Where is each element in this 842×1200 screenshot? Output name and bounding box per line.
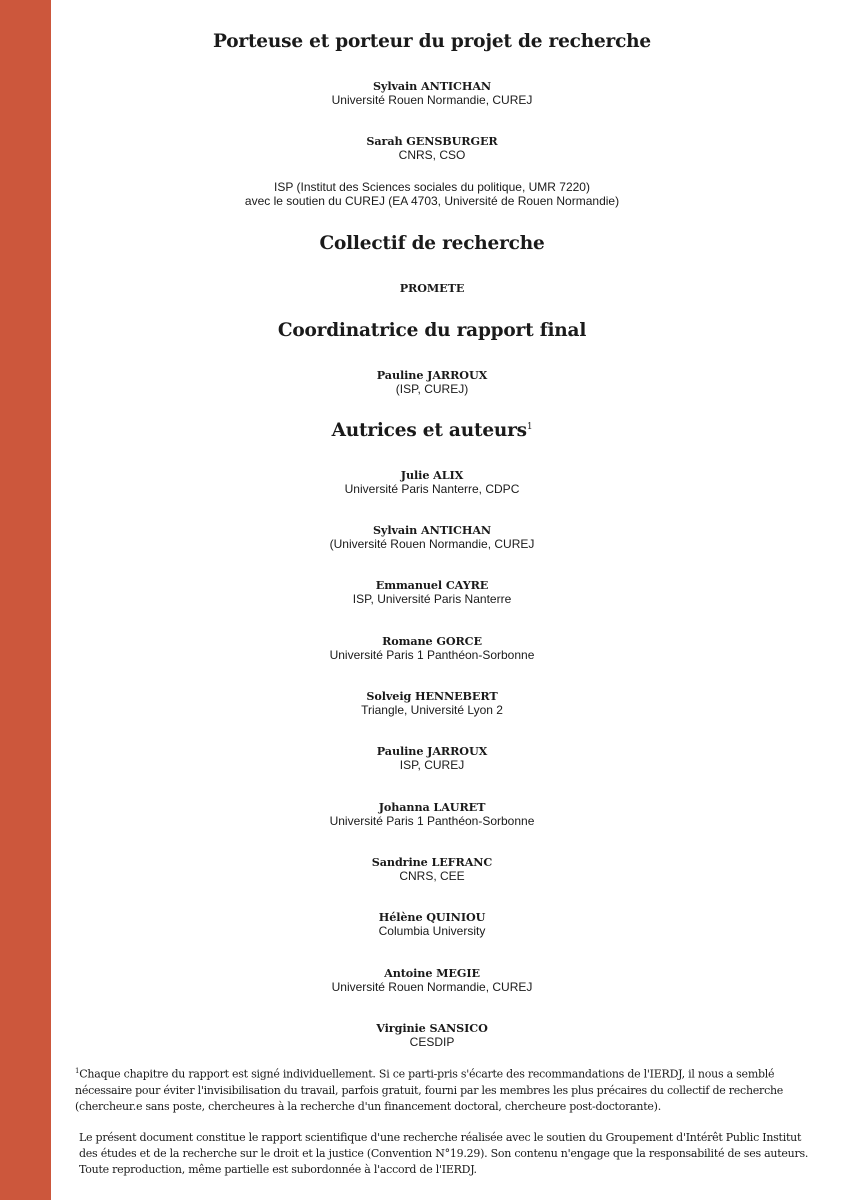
author-name: Sylvain ANTICHAN — [372, 523, 492, 537]
person-name: Sylvain ANTICHAN — [372, 79, 492, 93]
author-name: Virginie SANSICO — [376, 1021, 488, 1035]
author-affiliation: Université Paris 1 Panthéon-Sorbonne — [329, 648, 535, 662]
author-affiliation: Université Paris 1 Panthéon-Sorbonne — [329, 814, 535, 828]
author-affiliation: (Université Rouen Normandie, CUREJ — [329, 537, 535, 551]
heading-porteurs: Porteuse et porteur du projet de recherche — [213, 31, 651, 52]
footnote-ref-marker: 1 — [526, 421, 533, 432]
author-entry — [51, 966, 813, 994]
author-entry — [51, 578, 813, 606]
side-color-band — [0, 0, 51, 1200]
author-entry — [51, 523, 813, 551]
author-affiliation: ISP, Université Paris Nanterre — [352, 592, 512, 606]
author-name: Julie ALIX — [400, 468, 464, 482]
collectif-entry — [51, 281, 813, 295]
author-affiliation: Université Rouen Normandie, CUREJ — [331, 980, 533, 994]
person-entry — [51, 134, 813, 162]
institution-block — [51, 180, 813, 208]
author-affiliation: Columbia University — [378, 924, 486, 938]
heading-auteurs-text: Autrices et auteurs — [331, 420, 527, 441]
author-affiliation: ISP, CUREJ — [399, 758, 465, 772]
author-name: Hélène QUINIOU — [378, 910, 486, 924]
section-heading-auteurs — [51, 422, 813, 441]
author-name: Johanna LAURET — [378, 800, 486, 814]
author-name: Pauline JARROUX — [376, 744, 488, 758]
author-affiliation: Université Paris Nanterre, CDPC — [344, 482, 520, 496]
person-affiliation: CNRS, CSO — [398, 148, 466, 162]
author-affiliation: Triangle, Université Lyon 2 — [361, 703, 503, 717]
author-entry — [51, 468, 813, 496]
heading-auteurs — [51, 422, 813, 441]
legal-notice: Le présent document constitue le rapport scientifique d'une recherche réalisée avec le soutien du Groupement d'Intérêt Public Institut des études et de la recherche sur le droit et la justice (Convention N°19.29). Son contenu n'engage que la responsabilité de ses auteurs. Toute reproduction, même partielle est subordonnée à l'accord de l'IERDJ. — [79, 1131, 809, 1176]
footnote-text: Chaque chapitre du rapport est signé individuellement. Si ce parti-pris s'écarte des recommandations de l'IERDJ, il nous a semblé nécessaire pour éviter l'invisibilisation du travail, parfois gratuit, fourni par les membres les plus précaires du collectif de recherche (chercheur.e sans poste, chercheures à la recherche d'un financement doctoral, chercheure post-doctorante). — [75, 1067, 784, 1113]
section-heading-coordinatrice — [51, 322, 813, 341]
author-entry — [51, 689, 813, 717]
author-entry — [51, 744, 813, 772]
person-entry — [51, 79, 813, 107]
author-entry — [51, 855, 813, 883]
author-entry — [51, 1021, 813, 1049]
person-affiliation: (ISP, CUREJ) — [395, 382, 469, 396]
author-name: Emmanuel CAYRE — [375, 578, 489, 592]
section-heading-porteurs — [51, 33, 813, 52]
footnote — [75, 1063, 815, 1115]
person-name: Sarah GENSBURGER — [366, 134, 498, 148]
author-name: Antoine MEGIE — [384, 966, 480, 980]
institution-line: ISP (Institut des Sciences sociales du politique, UMR 7220) — [274, 180, 590, 194]
author-name: Romane GORCE — [382, 634, 482, 648]
page-content — [51, 0, 842, 1200]
footnote-marker: 1 — [75, 1067, 80, 1075]
section-heading-collectif — [51, 235, 813, 254]
author-affiliation: CESDIP — [409, 1035, 455, 1049]
author-name: Solveig HENNEBERT — [366, 689, 498, 703]
heading-coordinatrice: Coordinatrice du rapport final — [277, 320, 587, 341]
author-affiliation: CNRS, CEE — [399, 869, 465, 883]
person-name: Pauline JARROUX — [376, 368, 488, 382]
collectif-name: PROMETE — [399, 281, 465, 295]
heading-collectif: Collectif de recherche — [319, 233, 545, 254]
institution-support-line: avec le soutien du CUREJ (EA 4703, Université de Rouen Normandie) — [244, 194, 620, 208]
author-entry — [51, 910, 813, 938]
person-entry — [51, 368, 813, 396]
person-affiliation: Université Rouen Normandie, CUREJ — [331, 93, 533, 107]
author-name: Sandrine LEFRANC — [371, 855, 493, 869]
author-entry — [51, 634, 813, 662]
author-entry — [51, 800, 813, 828]
